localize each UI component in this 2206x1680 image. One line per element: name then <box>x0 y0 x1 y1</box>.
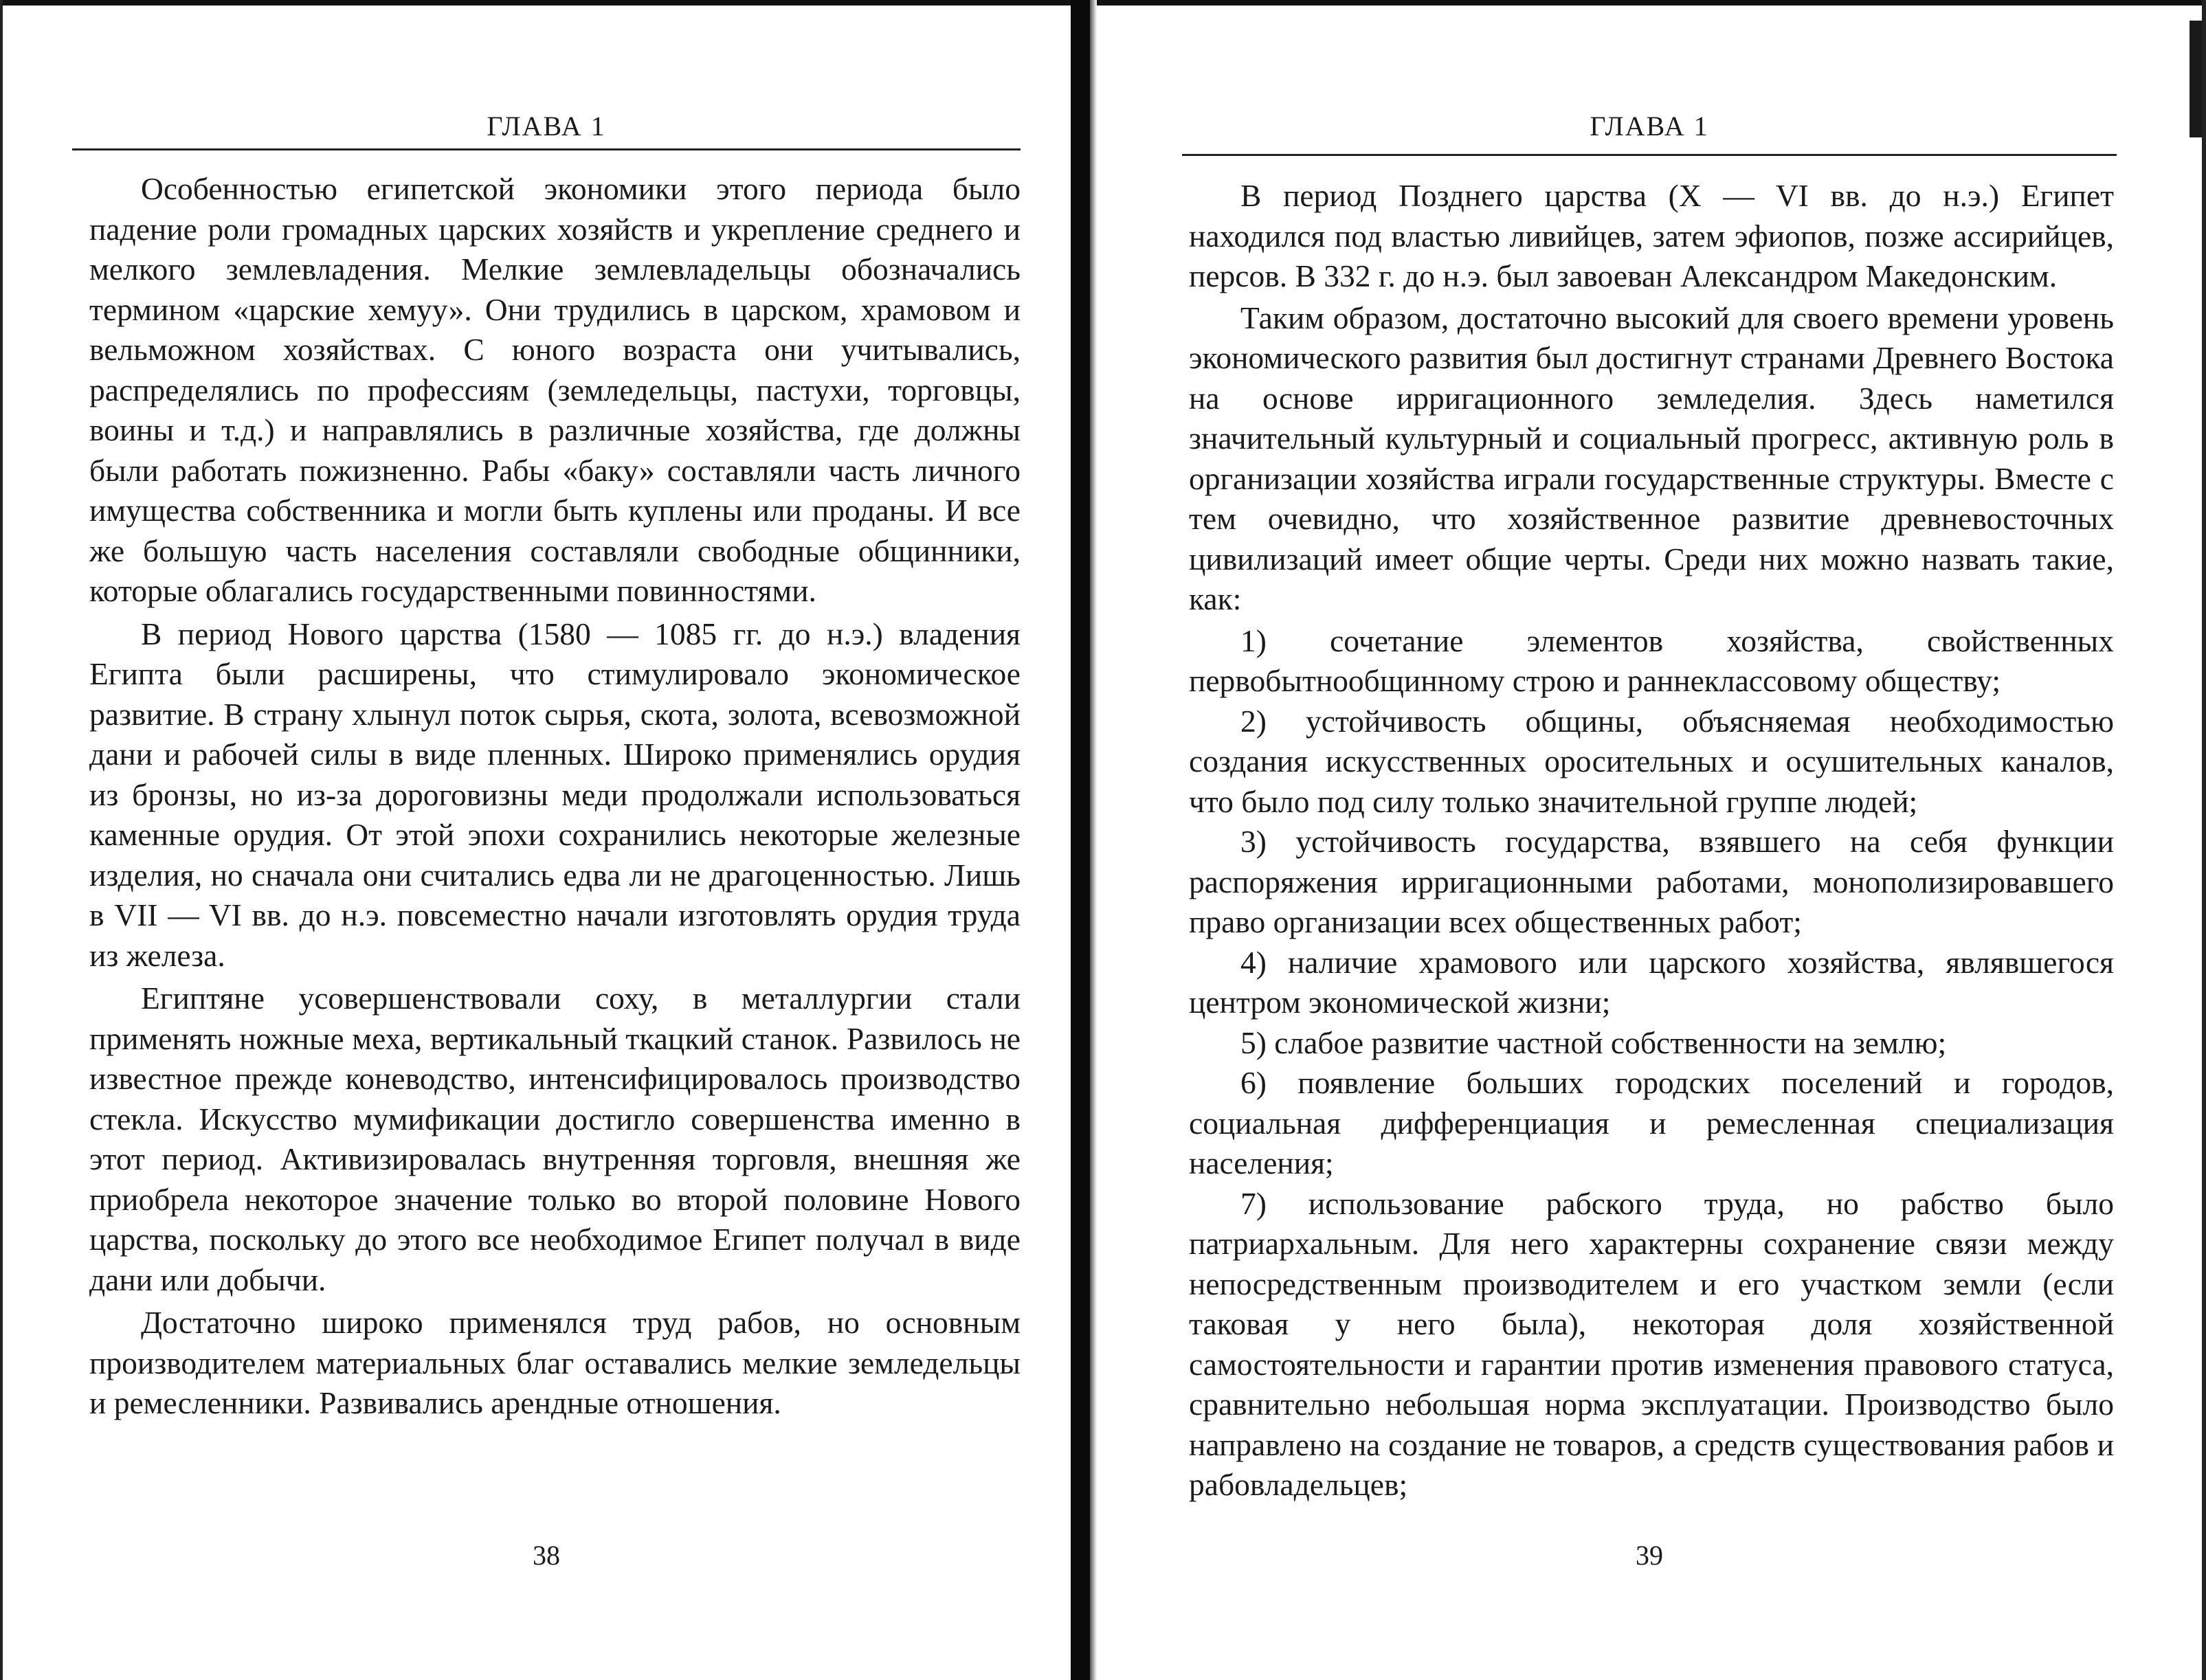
list-item-5: 5) слабое развитие частной собственности на землю; <box>1240 1024 1947 1060</box>
left-paragraph-4: Достаточно широко применялся труд рабов, но основным производителем материальных благ оставались мелкие земледельцы и ремесленники. Развивались арендные отношения. <box>89 1305 1021 1420</box>
left-page-number: 38 <box>533 1540 560 1571</box>
list-item-1: 1) сочетание элементов хозяйства, свойственных первобытнообщинному строю и раннеклассовому обществу; <box>1189 623 2114 698</box>
left-page <box>72 0 1021 1680</box>
list-item-7: 7) использование рабского труда, но рабство было патриархальным. Для него характерны сохранение связи между непосредственным производителем и его участком земли (если таковая у него была), некоторая доля хозяйственной самостоятельности и гарантии против изменения правового статуса, сравнительно небольшая норма эксплуатации. Производство было направлено на создание не товаров, а средств существования рабов и рабовладельцев; <box>1189 1185 2114 1502</box>
scan-corner-mark <box>2190 21 2202 137</box>
book-spine <box>1071 0 1090 1680</box>
left-paragraph-3: Египтяне усовершенствовали соху, в металлургии стали применять ножные меха, вертикальный ткацкий станок. Развилось не известное прежде коневодство, интенсифицировалось производство стекла. Искусство мумификации достигло совершенства именно в этот период. Активизировалась внутренняя торговля, внешняя же приобрела некоторое значение только во второй половине Нового царства, поскольку до этого все необходимое Египет получал в виде дани или добычи. <box>89 981 1021 1297</box>
list-item-2: 2) устойчивость общины, объясняемая необходимостью создания искусственных оросительных и осушительных каналов, что было под силу только значительной группе людей; <box>1189 703 2114 819</box>
list-item-6: 6) появление больших городских поселений и городов, социальная дифференциация и ремесленная специализация населения; <box>1189 1065 2114 1180</box>
right-page-number: 39 <box>1636 1540 1663 1571</box>
scan-right-edge <box>2202 0 2206 1680</box>
left-page-body <box>89 169 1021 1426</box>
right-page-body <box>1189 176 2114 1505</box>
scan-left-edge <box>0 0 3 1680</box>
right-page <box>1182 0 2117 1680</box>
left-paragraph-2: В период Нового царства (1580 — 1085 гг. до н.э.) владения Египта были расширены, что стимулировало экономическое развитие. В страну хлынул поток сырья, скота, золота, всевозможной дани и рабочей силы в виде пленных. Широко применялись орудия из бронзы, но из-за дороговизны меди продолжали использоваться каменные орудия. От этой эпохи сохранились некоторые железные изделия, но сначала они считались едва ли не драгоценностью. Лишь в VII — VI вв. до н.э. повсеместно начали изготовлять орудия труда из железа. <box>89 616 1021 973</box>
right-running-header: ГЛАВА 1 <box>1590 111 1709 142</box>
right-paragraph-1: В период Позднего царства (X — VI вв. до н.э.) Египет находился под властью ливийцев, затем эфиопов, позже ассирийцев, персов. В 332 г. до н.э. был завоеван Александром Македонским. <box>1189 178 2114 293</box>
right-header-rule <box>1182 154 2117 156</box>
left-header-rule <box>72 148 1021 150</box>
left-paragraph-1: Особенностью египетской экономики этого периода было падение роли громадных царских хозяйств и укрепление среднего и мелкого землевладения. Мелкие землевладельцы обозначались термином «царские хемуу». Они трудились в царском, храмовом и вельможном хозяйствах. С юного возраста они учитывались, распределялись по профессиям (земледельцы, пастухи, торговцы, воины и т.д.) и направлялись в различные хозяйства, где должны были работать пожизненно. Рабы «баку» составляли часть личного имущества собственника и могли быть куплены или проданы. И все же большую часть населения составляли свободные общинники, которые облагались государственными повинностями. <box>89 171 1021 608</box>
spine-shadow <box>1090 0 1097 1680</box>
right-paragraph-2: Таким образом, достаточно высокий для своего времени уровень экономического развития был достигнут странами Древнего Востока на основе ирригационного земледелия. Здесь наметился значительный культурный и социальный прогресс, активную роль в организации хозяйства играли государственные структуры. Вместе с тем очевидно, что хозяйственное развитие древневосточных цивилизаций имеет общие черты. Среди них можно назвать такие, как: <box>1189 300 2114 616</box>
left-running-header: ГЛАВА 1 <box>487 111 606 142</box>
list-item-4: 4) наличие храмового или царского хозяйства, являвшегося центром экономической жизни; <box>1189 944 2114 1020</box>
list-item-3: 3) устойчивость государства, взявшего на себя функции распоряжения ирригационными работами, монополизировавшего право организации всех общественных работ; <box>1189 824 2114 939</box>
